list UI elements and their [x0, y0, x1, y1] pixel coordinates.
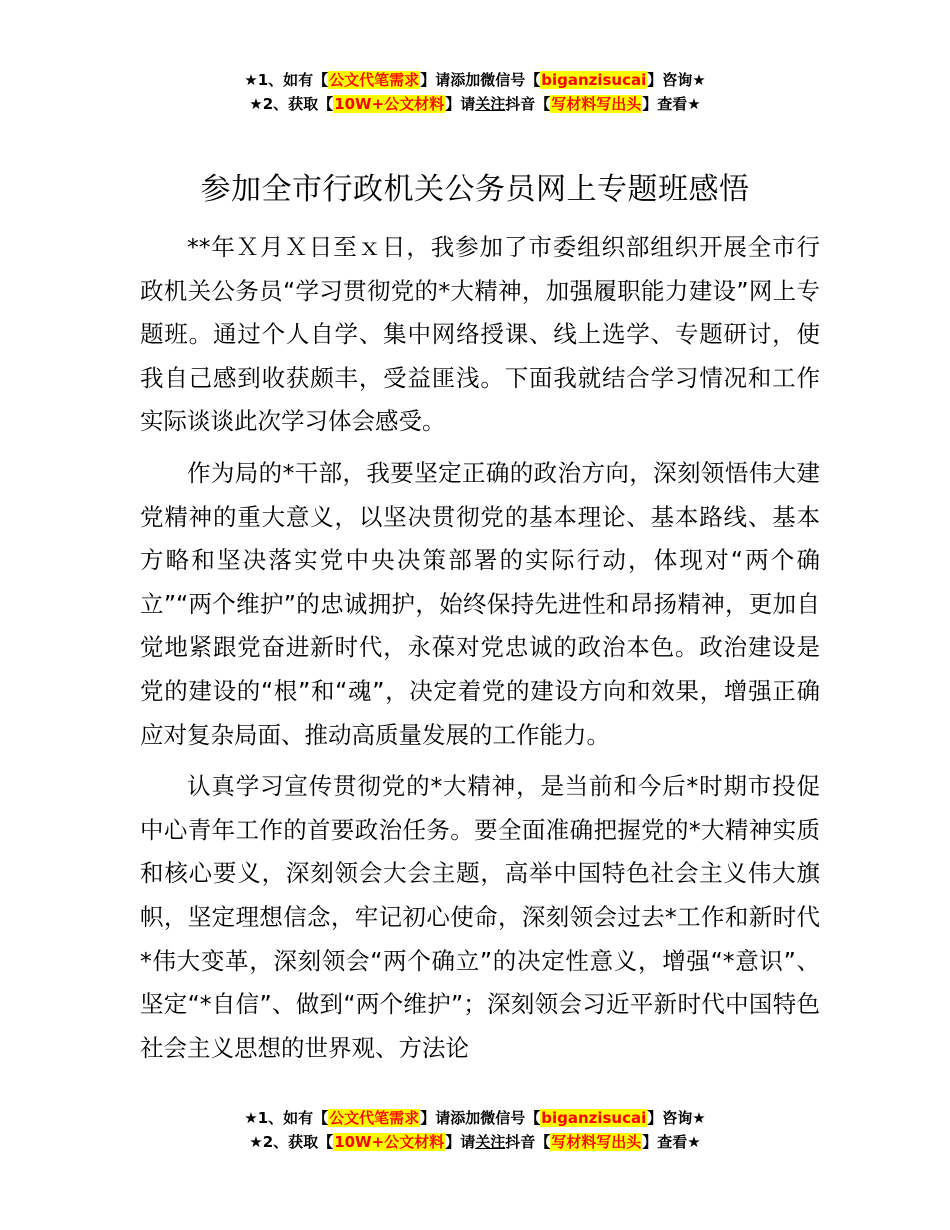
banner-underlined-text: 关注 [475, 1133, 506, 1151]
banner-highlight: 10W+公文材料 [334, 95, 445, 113]
banner-text: ★2、获取【 [249, 1133, 334, 1151]
banner-highlight: biganzisucai [541, 1109, 647, 1127]
banner-text: 】咨询★ [647, 1109, 706, 1127]
banner-text: ★2、获取【 [249, 95, 334, 113]
banner-highlight: biganzisucai [541, 71, 647, 89]
banner-highlight: 公文代笔需求 [329, 71, 420, 89]
banner-text: 】咨询★ [647, 71, 706, 89]
document-body [140, 226, 820, 1078]
banner-text: 】请 [445, 1133, 476, 1151]
banner-line-1 [0, 68, 950, 92]
paragraph: 认真学习宣传贯彻党的*大精神，是当前和今后*时期市投促中心青年工作的首要政治任务。要全面准确把握党的*大精神实质和核心要义，深刻领会大会主题，高举中国特色社会主义伟大旗帜，坚定理想信念，牢记初心使命，深刻领会过去*工作和新时代*伟大变革，深刻领会“两个确立”的决定性意义，增强“*意识”、坚定“*自信”、做到“两个维护”；深刻领会习近平新时代中国特色社会主义思想的世界观、方法论 [140, 772, 820, 1062]
banner-text: 抖音【 [505, 1133, 551, 1151]
banner-text: 】请 [445, 95, 476, 113]
banner-highlight: 公文代笔需求 [329, 1109, 420, 1127]
paragraph: **年Ｘ月Ｘ日至ｘ日，我参加了市委组织部组织开展全市行政机关公务员“学习贯彻党的*大精神，加强履职能力建设”网上专题班。通过个人自学、集中网络授课、线上选学、专题研讨，使我自己感到收获颇丰，受益匪浅。下面我就结合学习情况和工作实际谈谈此次学习体会感受。 [140, 233, 820, 436]
banner-text: 】查看★ [642, 1133, 701, 1151]
banner-text: ★1、如有【 [244, 1109, 329, 1127]
header-banner [0, 68, 950, 116]
footer-banner [0, 1106, 950, 1154]
document-title: 参加全市行政机关公务员网上专题班感悟 [200, 172, 750, 207]
banner-line-2 [0, 92, 950, 116]
banner-highlight: 写材料写出头 [551, 95, 642, 113]
banner-underlined-text: 关注 [475, 95, 506, 113]
banner-text: 】查看★ [642, 95, 701, 113]
banner-highlight: 写材料写出头 [551, 1133, 642, 1151]
banner-highlight: 10W+公文材料 [334, 1133, 445, 1151]
banner-text: 】请添加微信号【 [420, 1109, 541, 1127]
banner-text: ★1、如有【 [244, 71, 329, 89]
banner-line-1 [0, 1106, 950, 1130]
banner-text: 抖音【 [505, 95, 551, 113]
banner-line-2 [0, 1130, 950, 1154]
paragraph: 作为局的*干部，我要坚定正确的政治方向，深刻领悟伟大建党精神的重大意义，以坚决贯彻党的基本理论、基本路线、基本方略和坚决落实党中央决策部署的实际行动，体现对“两个确立”“两个维护”的忠诚拥护，始终保持先进性和昂扬精神，更加自觉地紧跟党奋进新时代，永葆对党忠诚的政治本色。政治建设是党的建设的“根”和“魂”，决定着党的建设方向和效果，增强正确应对复杂局面、推动高质量发展的工作能力。 [140, 458, 820, 749]
banner-text: 】请添加微信号【 [420, 71, 541, 89]
